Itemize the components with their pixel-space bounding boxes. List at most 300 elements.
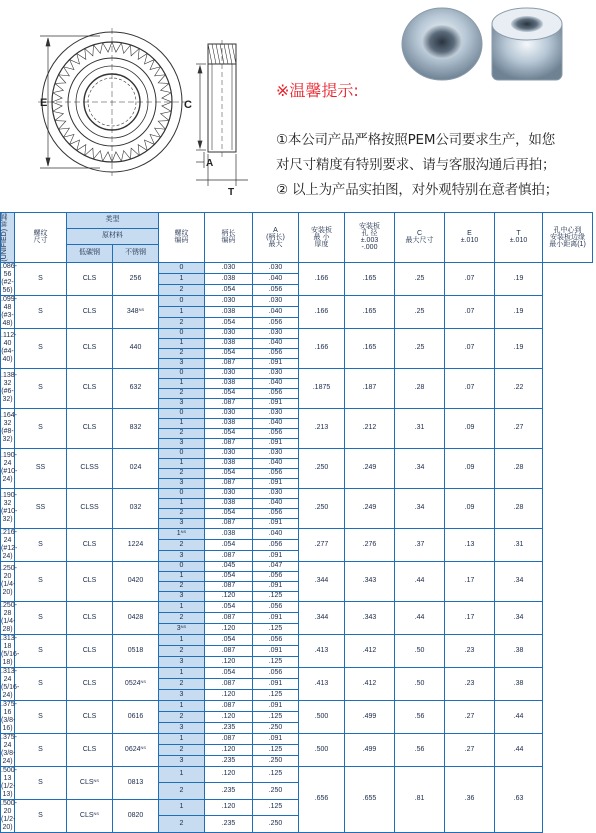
nut-drawing (0, 0, 260, 200)
cell-e-text: .56 (414, 712, 425, 720)
cell-shank (159, 591, 205, 601)
spec-table (0, 212, 593, 833)
cell-a-text: .054 (221, 389, 236, 397)
cell-stainless-text: CLS (82, 745, 97, 753)
cell-a-text: .120 (221, 803, 236, 811)
cell-e (395, 766, 445, 832)
cell-shank (159, 581, 205, 591)
cell-edge (495, 634, 543, 667)
cell-stainless-text: CLS (82, 613, 97, 621)
cell-min-sheet (253, 744, 299, 755)
cell-e (395, 561, 445, 601)
cell-min-sheet-text: .040 (268, 459, 283, 467)
cell-min-sheet-text: .091 (268, 679, 283, 687)
cell-e-text: .25 (414, 274, 425, 282)
cell-shank-text: 3 (179, 592, 184, 600)
cell-min-sheet (253, 623, 299, 634)
cell-c-text: .249 (362, 504, 377, 512)
header-edge: 孔中心到 安装板边缘 最小距离(1) (543, 213, 593, 263)
cell-hole-text: .250 (314, 464, 329, 472)
cell-t (445, 667, 495, 700)
cell-low-carbon (15, 528, 67, 561)
cell-low-carbon-text: S (38, 384, 43, 392)
cell-a-text: .087 (221, 582, 236, 590)
cell-edge-text: .28 (513, 504, 524, 512)
cell-c (345, 328, 395, 368)
cell-min-sheet (253, 338, 299, 348)
cell-shank (159, 783, 205, 800)
cell-a-text: .030 (221, 263, 236, 271)
cell-t (445, 561, 495, 601)
cell-c (345, 448, 395, 488)
cell-thread (1, 561, 15, 601)
cell-t-text: .27 (464, 712, 475, 720)
cell-shank-text: 1 (179, 419, 184, 427)
table-row (1, 561, 593, 571)
cell-shank-text: 2 (179, 786, 184, 794)
cell-a (205, 528, 253, 539)
cell-a (205, 306, 253, 317)
cell-a (205, 689, 253, 700)
header-low-carbon: 低碳钢 (67, 244, 113, 262)
cell-min-sheet-text: .030 (268, 489, 283, 497)
cell-a-text: .038 (221, 529, 236, 537)
cell-min-sheet (253, 478, 299, 488)
side-label: (UNIFIED) 英制 (1, 213, 8, 262)
cell-low-carbon-text: S (38, 811, 43, 819)
cell-a (205, 348, 253, 358)
cell-a-text: .235 (221, 723, 236, 731)
cell-shank (159, 656, 205, 667)
cell-low-carbon (15, 448, 67, 488)
label-a: A (206, 158, 214, 169)
cell-min-sheet (253, 528, 299, 539)
cell-shank-text: 3 (179, 551, 184, 559)
cell-code-text: 1224 (127, 540, 144, 548)
cell-stainless (67, 700, 113, 733)
cell-c (345, 488, 395, 528)
cell-low-carbon (15, 368, 67, 408)
cell-c-text: .165 (362, 307, 377, 315)
table-row (1, 262, 593, 273)
cell-hole-text: .656 (314, 795, 329, 803)
cell-shank-text: 2 (179, 318, 184, 326)
cell-t-text: .36 (464, 795, 475, 803)
cell-shank (159, 388, 205, 398)
cell-min-sheet-text: .091 (268, 613, 283, 621)
cell-thread-text: .500-13 (1/2-13) (1, 766, 17, 798)
cell-a (205, 634, 253, 645)
cell-a (205, 678, 253, 689)
cell-e-text: .34 (414, 504, 425, 512)
cell-c (345, 733, 395, 766)
cell-a-text: .054 (221, 572, 236, 580)
cell-min-sheet (253, 601, 299, 612)
cell-c-text: .655 (362, 795, 377, 803)
cell-e (395, 634, 445, 667)
cell-low-carbon (15, 667, 67, 700)
cell-shank-text: 1 (179, 701, 184, 709)
cell-e-text: .81 (414, 795, 425, 803)
notice-line-2: 对尺寸精度有特别要求、请与客服沟通后再拍； (276, 157, 556, 173)
notice-line-3: ② 以上为产品实拍图，对外观特别在意者慎拍； (276, 182, 558, 198)
cell-a-text: .087 (221, 519, 236, 527)
cell-shank (159, 418, 205, 428)
cell-a-text: .087 (221, 734, 236, 742)
cell-e-text: .25 (414, 307, 425, 315)
cell-a (205, 700, 253, 711)
cell-edge-text: .19 (513, 307, 524, 315)
stainless-superscript: NS (93, 810, 100, 816)
table-row (1, 700, 593, 711)
cell-t-text: .07 (464, 274, 475, 282)
cell-code-text: 0813 (127, 778, 144, 786)
cell-min-sheet-text: .030 (268, 329, 283, 337)
header-thread: 螺纹 尺寸 (15, 213, 67, 263)
cell-shank (159, 262, 205, 273)
cell-a (205, 518, 253, 528)
cell-c (345, 667, 395, 700)
cell-edge-text: .38 (513, 646, 524, 654)
cell-a (205, 458, 253, 468)
cell-hole (299, 700, 345, 733)
cell-a-text: .030 (221, 369, 236, 377)
cell-hole-text: .413 (314, 679, 329, 687)
cell-thread (1, 408, 15, 448)
cell-min-sheet-text: .056 (268, 668, 283, 676)
cell-code (113, 766, 159, 799)
cell-shank-text: 2 (179, 712, 184, 720)
cell-shank-text: 1 (179, 307, 184, 315)
cell-a-text: .030 (221, 296, 236, 304)
cell-code (113, 448, 159, 488)
cell-min-sheet (253, 468, 299, 478)
cell-code-text: 032 (129, 504, 142, 512)
cell-e (395, 448, 445, 488)
cell-stainless-text: CLS (82, 679, 97, 687)
nut-top-view (38, 28, 186, 176)
cell-edge (495, 295, 543, 328)
notice-title: ※温馨提示: (276, 81, 359, 100)
cell-a (205, 623, 253, 634)
cell-code (113, 700, 159, 733)
cell-a-text: .235 (221, 819, 236, 827)
cell-min-sheet (253, 816, 299, 833)
cell-edge (495, 561, 543, 601)
header-shank: 柄长 编码 (205, 213, 253, 263)
cell-min-sheet-text: .030 (268, 296, 283, 304)
cell-shank (159, 358, 205, 368)
cell-a-text: .087 (221, 359, 236, 367)
cell-a (205, 295, 253, 306)
cell-low-carbon (15, 799, 67, 832)
cell-thread-text: .313-18 (5/16-18) (1, 634, 20, 666)
cell-e (395, 733, 445, 766)
cell-stainless-text: CLSS (80, 464, 99, 472)
cell-edge-text: .28 (513, 464, 524, 472)
cell-min-sheet (253, 438, 299, 448)
cell-stainless (67, 448, 113, 488)
table-row (1, 733, 593, 744)
cell-low-carbon-text: S (38, 307, 43, 315)
cell-code (113, 328, 159, 368)
cell-low-carbon-text: S (38, 712, 43, 720)
cell-low-carbon (15, 733, 67, 766)
label-t: T (228, 187, 235, 198)
cell-e (395, 368, 445, 408)
cell-min-sheet (253, 428, 299, 438)
cell-t (445, 408, 495, 448)
cell-hole-text: .413 (314, 646, 329, 654)
cell-min-sheet (253, 508, 299, 518)
cell-a-text: .120 (221, 690, 236, 698)
cell-min-sheet (253, 378, 299, 388)
cell-shank (159, 478, 205, 488)
cell-code-text: 832 (129, 424, 142, 432)
cell-edge (495, 733, 543, 766)
cell-edge-text: .63 (513, 795, 524, 803)
cell-hole (299, 408, 345, 448)
cell-thread-text: .190-32 (#10-32) (1, 492, 18, 524)
cell-e (395, 488, 445, 528)
cell-hole (299, 733, 345, 766)
cell-t (445, 368, 495, 408)
cell-t-text: .13 (464, 540, 475, 548)
cell-a (205, 358, 253, 368)
cell-a-text: .120 (221, 745, 236, 753)
cell-hole (299, 368, 345, 408)
cell-a-text: .045 (221, 562, 236, 570)
cell-code-text: 440 (129, 344, 142, 352)
cell-a (205, 398, 253, 408)
cell-a-text: .120 (221, 657, 236, 665)
cell-thread (1, 733, 15, 766)
cell-min-sheet-text: .091 (268, 479, 283, 487)
cell-hole-text: .344 (314, 613, 329, 621)
cell-shank (159, 317, 205, 328)
cell-c (345, 408, 395, 448)
cell-t (445, 328, 495, 368)
cell-shank-text: 1 (179, 635, 184, 643)
cell-shank (159, 408, 205, 418)
cell-stainless-text: CLS (82, 712, 97, 720)
code-superscript: NS (140, 744, 147, 750)
cell-a (205, 561, 253, 571)
cell-stainless-text: CLS (82, 344, 97, 352)
spec-table-body (1, 262, 593, 832)
cell-shank-text: 2 (179, 819, 184, 827)
cell-min-sheet (253, 634, 299, 645)
cell-a (205, 733, 253, 744)
cell-a-text: .054 (221, 668, 236, 676)
cell-stainless (67, 488, 113, 528)
cell-a (205, 744, 253, 755)
cell-c (345, 766, 395, 832)
cell-shank-text: 1 (179, 274, 184, 282)
cell-code-text: 024 (129, 464, 142, 472)
cell-min-sheet-text: .056 (268, 509, 283, 517)
cell-min-sheet-text: .125 (268, 657, 283, 665)
cell-a (205, 368, 253, 378)
cell-edge (495, 368, 543, 408)
cell-a-text: .038 (221, 274, 236, 282)
cell-min-sheet (253, 295, 299, 306)
cell-shank-text: 2 (179, 582, 184, 590)
cell-shank-text: 1 (179, 572, 184, 580)
cell-min-sheet (253, 398, 299, 408)
cell-low-carbon-text: S (38, 613, 43, 621)
cell-low-carbon (15, 488, 67, 528)
cell-t-text: .07 (464, 307, 475, 315)
table-row (1, 766, 593, 783)
cell-c-text: .499 (362, 745, 377, 753)
cell-a (205, 645, 253, 656)
cell-a-text: .038 (221, 419, 236, 427)
cell-stainless (67, 368, 113, 408)
cell-min-sheet (253, 656, 299, 667)
cell-a (205, 488, 253, 498)
cell-stainless (67, 262, 113, 295)
cell-a (205, 783, 253, 800)
cell-code (113, 528, 159, 561)
cell-min-sheet (253, 328, 299, 338)
cell-low-carbon-text: S (38, 646, 43, 654)
cell-shank (159, 678, 205, 689)
cell-hole (299, 295, 345, 328)
cell-min-sheet (253, 783, 299, 800)
cell-shank-text: 3 (179, 479, 184, 487)
cell-low-carbon-text: S (38, 577, 43, 585)
cell-thread-text: .164-32 (#8-32) (1, 412, 17, 444)
cell-shank (159, 398, 205, 408)
cell-code (113, 601, 159, 634)
cell-shank-text: 3 (179, 657, 184, 665)
cell-shank (159, 755, 205, 766)
cell-edge-text: .34 (513, 577, 524, 585)
cell-min-sheet-text: .250 (268, 756, 283, 764)
cell-shank (159, 295, 205, 306)
cell-e-text: .44 (414, 613, 425, 621)
cell-min-sheet-text: .091 (268, 439, 283, 447)
cell-stainless (67, 634, 113, 667)
cell-hole (299, 634, 345, 667)
cell-a-text: .087 (221, 399, 236, 407)
cell-thread-text: .138-32 (#6-32) (1, 372, 17, 404)
cell-a (205, 766, 253, 783)
cell-e-text: .50 (414, 679, 425, 687)
cell-c-text: .343 (362, 613, 377, 621)
cell-a (205, 498, 253, 508)
cell-shank (159, 518, 205, 528)
cell-shank (159, 528, 205, 539)
cell-a (205, 428, 253, 438)
cell-min-sheet (253, 539, 299, 550)
cell-a (205, 539, 253, 550)
cell-code-text: 0518 (127, 646, 144, 654)
cell-a-text: .120 (221, 770, 236, 778)
cell-shank-text: 0 (179, 369, 184, 377)
cell-min-sheet (253, 458, 299, 468)
cell-min-sheet (253, 645, 299, 656)
cell-min-sheet (253, 284, 299, 295)
cell-hole-text: .500 (314, 712, 329, 720)
cell-shank (159, 328, 205, 338)
cell-code (113, 368, 159, 408)
cell-min-sheet-text: .250 (268, 786, 283, 794)
cell-t-text: .09 (464, 504, 475, 512)
cell-a (205, 468, 253, 478)
cell-shank (159, 711, 205, 722)
cell-edge-text: .22 (513, 384, 524, 392)
cell-min-sheet (253, 448, 299, 458)
cell-t (445, 601, 495, 634)
table-row (1, 448, 593, 458)
cell-low-carbon (15, 634, 67, 667)
cell-shank (159, 550, 205, 561)
cell-a (205, 418, 253, 428)
cell-c-text: .412 (362, 646, 377, 654)
cell-min-sheet-text: .056 (268, 285, 283, 293)
cell-a (205, 438, 253, 448)
cell-e (395, 295, 445, 328)
cell-thread (1, 528, 18, 561)
cell-a-text: .087 (221, 679, 236, 687)
cell-low-carbon (15, 328, 67, 368)
cell-a (205, 601, 253, 612)
cell-code-text: 0624 (124, 745, 141, 753)
cell-min-sheet (253, 700, 299, 711)
cell-min-sheet-text: .040 (268, 529, 283, 537)
cell-stainless (67, 408, 113, 448)
cell-min-sheet (253, 488, 299, 498)
cell-t-text: .27 (464, 745, 475, 753)
cell-thread (1, 328, 15, 368)
cell-min-sheet (253, 667, 299, 678)
cell-low-carbon-text: S (38, 344, 43, 352)
cell-shank (159, 348, 205, 358)
cell-min-sheet-text: .091 (268, 551, 283, 559)
cell-low-carbon (15, 295, 67, 328)
cell-a (205, 612, 253, 623)
cell-min-sheet (253, 518, 299, 528)
cell-a-text: .038 (221, 499, 236, 507)
cell-shank (159, 645, 205, 656)
cell-t-text: .07 (464, 344, 475, 352)
cell-shank-text: 3 (179, 519, 184, 527)
cell-min-sheet (253, 733, 299, 744)
cell-low-carbon-text: SS (35, 464, 46, 472)
header-code: 螺纹 编码 (159, 213, 205, 263)
cell-low-carbon (15, 700, 67, 733)
cell-min-sheet (253, 591, 299, 601)
cell-shank-text: 1 (179, 602, 184, 610)
cell-min-sheet (253, 498, 299, 508)
cell-shank (159, 744, 205, 755)
cell-min-sheet-text: .040 (268, 339, 283, 347)
cell-t (445, 733, 495, 766)
cell-code-text: 0616 (127, 712, 144, 720)
cell-hole (299, 448, 345, 488)
cell-min-sheet-text: .056 (268, 389, 283, 397)
cell-a (205, 388, 253, 398)
cell-c (345, 561, 395, 601)
cell-shank (159, 438, 205, 448)
cell-stainless-text: CLS (82, 540, 97, 548)
cell-min-sheet (253, 722, 299, 733)
nut-side-view (208, 40, 236, 160)
cell-min-sheet (253, 317, 299, 328)
cell-stainless (67, 528, 113, 561)
